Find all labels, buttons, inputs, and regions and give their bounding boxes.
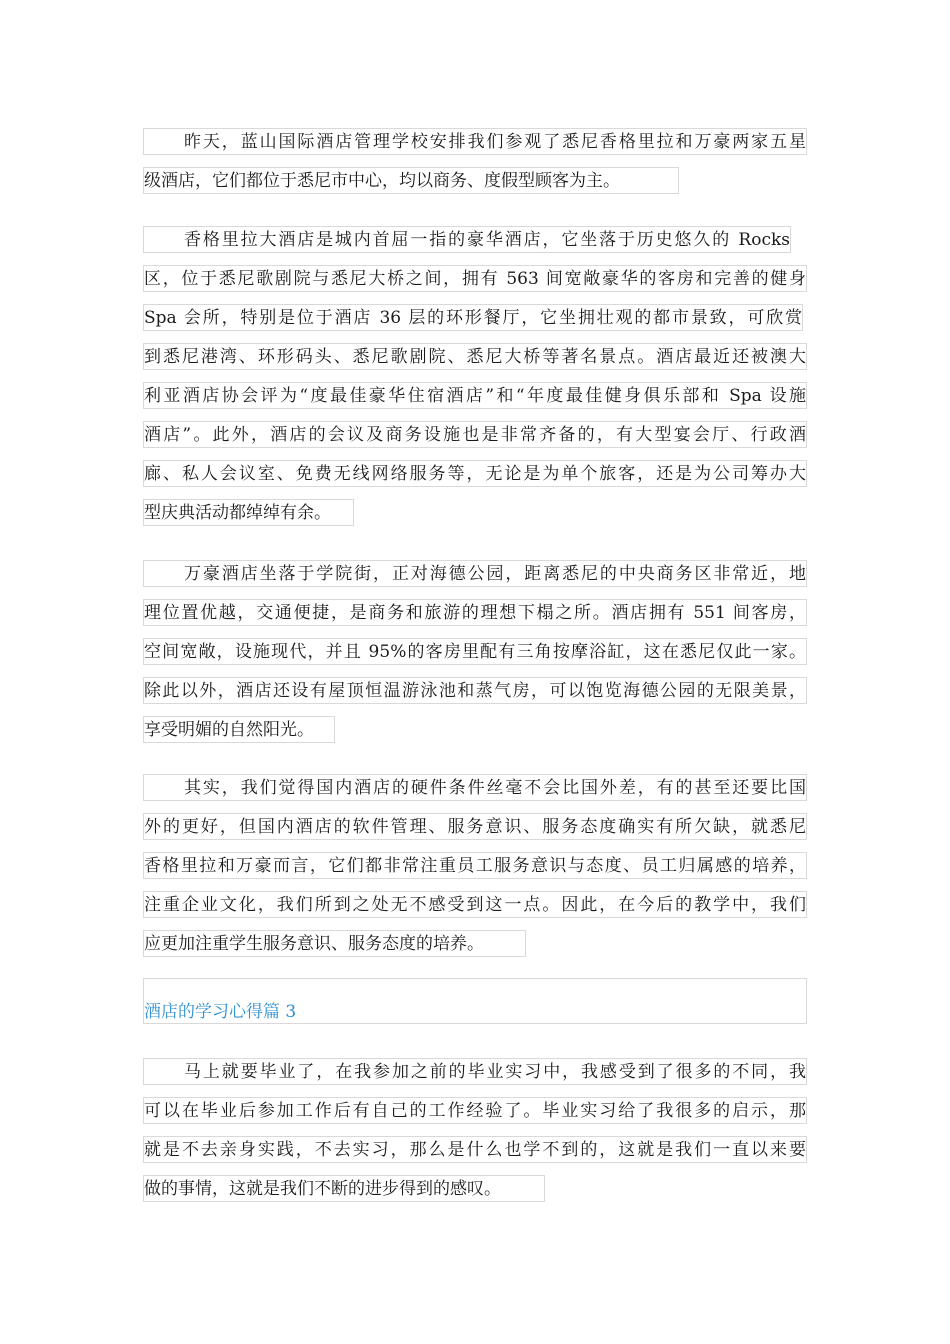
paragraph-3 — [143, 560, 807, 755]
text-line: 外的更好，但国内酒店的软件管理、服务意识、服务态度确实有所欠缺，就悉尼 — [143, 813, 807, 840]
section-heading: 酒店的学习心得篇 3 — [143, 978, 807, 1024]
text-line: 除此以外，酒店还设有屋顶恒温游泳池和蒸气房，可以饱览海德公园的无限美景， — [143, 677, 807, 704]
text-line: 做的事情，这就是我们不断的进步得到的感叹。 — [143, 1175, 545, 1202]
text-line: 廊、私人会议室、免费无线网络服务等，无论是为单个旅客，还是为公司筹办大 — [143, 460, 807, 487]
text-line: 注重企业文化，我们所到之处无不感受到这一点。因此，在今后的教学中，我们 — [143, 891, 807, 918]
text-line: 万豪酒店坐落于学院街，正对海德公园，距离悉尼的中央商务区非常近，地 — [143, 560, 807, 587]
text-line: 理位置优越，交通便捷，是商务和旅游的理想下榻之所。酒店拥有 551 间客房， — [143, 599, 807, 626]
text-line: 香格里拉大酒店是城内首屈一指的豪华酒店，它坐落于历史悠久的 Rocks — [143, 226, 791, 253]
text-line: Spa 会所，特别是位于酒店 36 层的环形餐厅，它坐拥壮观的都市景致，可欣赏 — [143, 304, 803, 331]
paragraph-1 — [143, 128, 807, 206]
text-line: 香格里拉和万豪而言，它们都非常注重员工服务意识与态度、员工归属感的培养， — [143, 852, 807, 879]
text-line: 到悉尼港湾、环形码头、悉尼歌剧院、悉尼大桥等著名景点。酒店最近还被澳大 — [143, 343, 807, 370]
text-line: 马上就要毕业了，在我参加之前的毕业实习中，我感受到了很多的不同，我 — [143, 1058, 807, 1085]
paragraph-4 — [143, 774, 807, 969]
text-line: 其实，我们觉得国内酒店的硬件条件丝毫不会比国外差，有的甚至还要比国 — [143, 774, 807, 801]
text-line: 区，位于悉尼歌剧院与悉尼大桥之间，拥有 563 间宽敞豪华的客房和完善的健身 — [143, 265, 807, 292]
text-line: 级酒店，它们都位于悉尼市中心，均以商务、度假型顾客为主。 — [143, 167, 679, 194]
text-line: 酒店”。此外，酒店的会议及商务设施也是非常齐备的，有大型宴会厅、行政酒 — [143, 421, 807, 448]
text-line: 昨天，蓝山国际酒店管理学校安排我们参观了悉尼香格里拉和万豪两家五星 — [143, 128, 807, 155]
text-line: 利亚酒店协会评为“度最佳豪华住宿酒店”和“年度最佳健身俱乐部和 Spa 设施 — [143, 382, 807, 409]
text-line: 就是不去亲身实践，不去实习，那么是什么也学不到的，这就是我们一直以来要 — [143, 1136, 807, 1163]
text-line: 可以在毕业后参加工作后有自己的工作经验了。毕业实习给了我很多的启示，那 — [143, 1097, 807, 1124]
text-line: 型庆典活动都绰绰有余。 — [143, 499, 354, 526]
paragraph-2 — [143, 226, 807, 538]
paragraph-5 — [143, 1058, 807, 1214]
text-line: 应更加注重学生服务意识、服务态度的培养。 — [143, 930, 526, 957]
text-line: 空间宽敞，设施现代，并且 95%的客房里配有三角按摩浴缸，这在悉尼仅此一家。 — [143, 638, 807, 665]
text-line: 享受明媚的自然阳光。 — [143, 716, 335, 743]
